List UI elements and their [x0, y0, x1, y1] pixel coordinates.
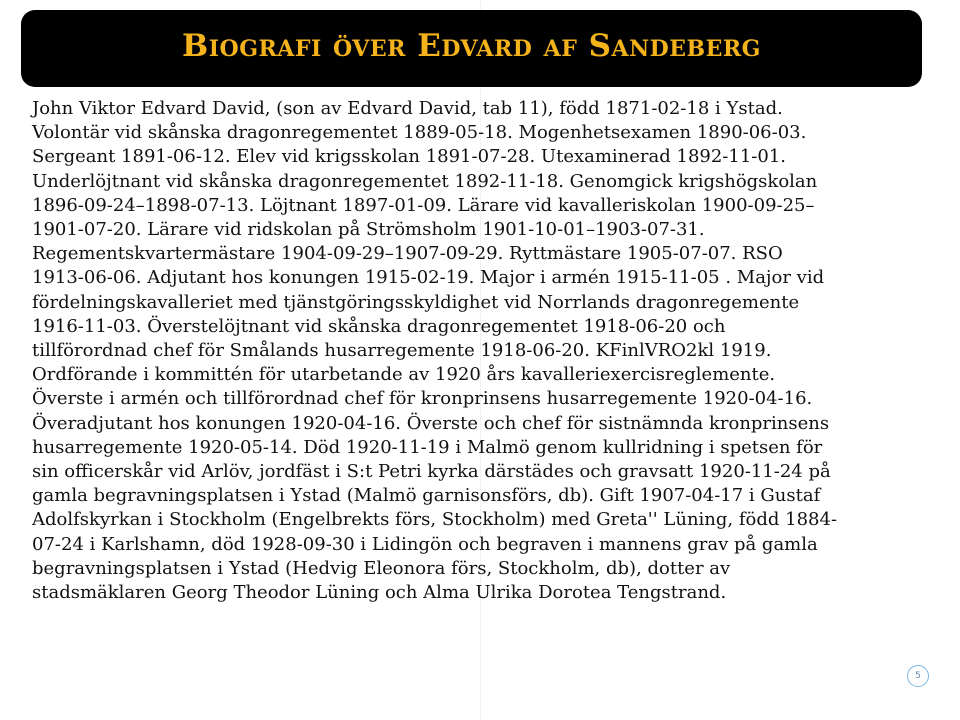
- biography-line: 07-24 i Karlshamn, död 1928-09-30 i Lidingön och begraven i mannens grav på gamla: [32, 533, 818, 555]
- biography-line: tillförordnad chef för Smålands husarregemente 1918-06-20. KFinlVRO2kl 1919.: [32, 340, 772, 362]
- biography-line: begravningsplatsen i Ystad (Hedvig Eleonora förs, Stockholm, db), dotter av: [32, 557, 731, 579]
- biography-line: gamla begravningsplatsen i Ystad (Malmö garnisonsförs, db). Gift 1907-04-17 i Gustaf: [32, 485, 821, 507]
- biography-line: sin officerskår vid Arlöv, jordfäst i S:t Petri kyrka därstädes och gravsatt 1920-11-24 på: [32, 461, 831, 483]
- page-title: Biografi över Edvard af Sandeberg: [182, 27, 761, 64]
- page-number-badge: [907, 665, 929, 687]
- title-bar: [21, 10, 922, 87]
- biography-line: Sergeant 1891-06-12. Elev vid krigsskolan 1891-07-28. Utexaminerad 1892-11-01.: [32, 146, 787, 168]
- biography-line: husarregemente 1920-05-14. Död 1920-11-19 i Malmö genom kullridning i spetsen för: [32, 436, 823, 458]
- biography-text: [32, 97, 937, 605]
- biography-line: Volontär vid skånska dragonregementet 1889-05-18. Mogenhetsexamen 1890-06-03.: [32, 122, 807, 144]
- biography-line: stadsmäklaren Georg Theodor Lüning och Alma Ulrika Dorotea Tengstrand.: [32, 582, 727, 604]
- biography-line: Underlöjtnant vid skånska dragonregementet 1892-11-18. Genomgick krigshögskolan: [32, 170, 818, 192]
- biography-line: Ordförande i kommittén för utarbetande av 1920 års kavalleriexercisreglemente.: [32, 364, 776, 386]
- biography-line: Överadjutant hos konungen 1920-04-16. Överste och chef för sistnämnda kronprinsens: [32, 412, 830, 434]
- biography-line: Adolfskyrkan i Stockholm (Engelbrekts förs, Stockholm) med Greta'' Lüning, född 1884-: [32, 509, 838, 531]
- biography-line: John Viktor Edvard David, (son av Edvard David, tab 11), född 1871-02-18 i Ystad.: [32, 98, 783, 119]
- biography-line: Överste i armén och tillförordnad chef för kronprinsens husarregemente 1920-04-16.: [32, 388, 813, 410]
- biography-line: 1913-06-06. Adjutant hos konungen 1915-02-19. Major i armén 1915-11-05 . Major vid: [32, 267, 825, 289]
- page-number: 5: [915, 671, 921, 681]
- biography-line: 1916-11-03. Överstelöjtnant vid skånska dragonregementet 1918-06-20 och: [32, 315, 726, 337]
- biography-line: fördelningskavalleriet med tjänstgöringsskyldighet vid Norrlands dragonregemente: [32, 291, 800, 313]
- biography-line: 1901-07-20. Lärare vid ridskolan på Strömsholm 1901-10-01–1903-07-31.: [32, 219, 705, 241]
- biography-line: 1896-09-24–1898-07-13. Löjtnant 1897-01-09. Lärare vid kavalleriskolan 1900-09-25–: [32, 194, 815, 216]
- biography-line: Regementskvartermästare 1904-09-29–1907-09-29. Ryttmästare 1905-07-07. RSO: [32, 243, 783, 265]
